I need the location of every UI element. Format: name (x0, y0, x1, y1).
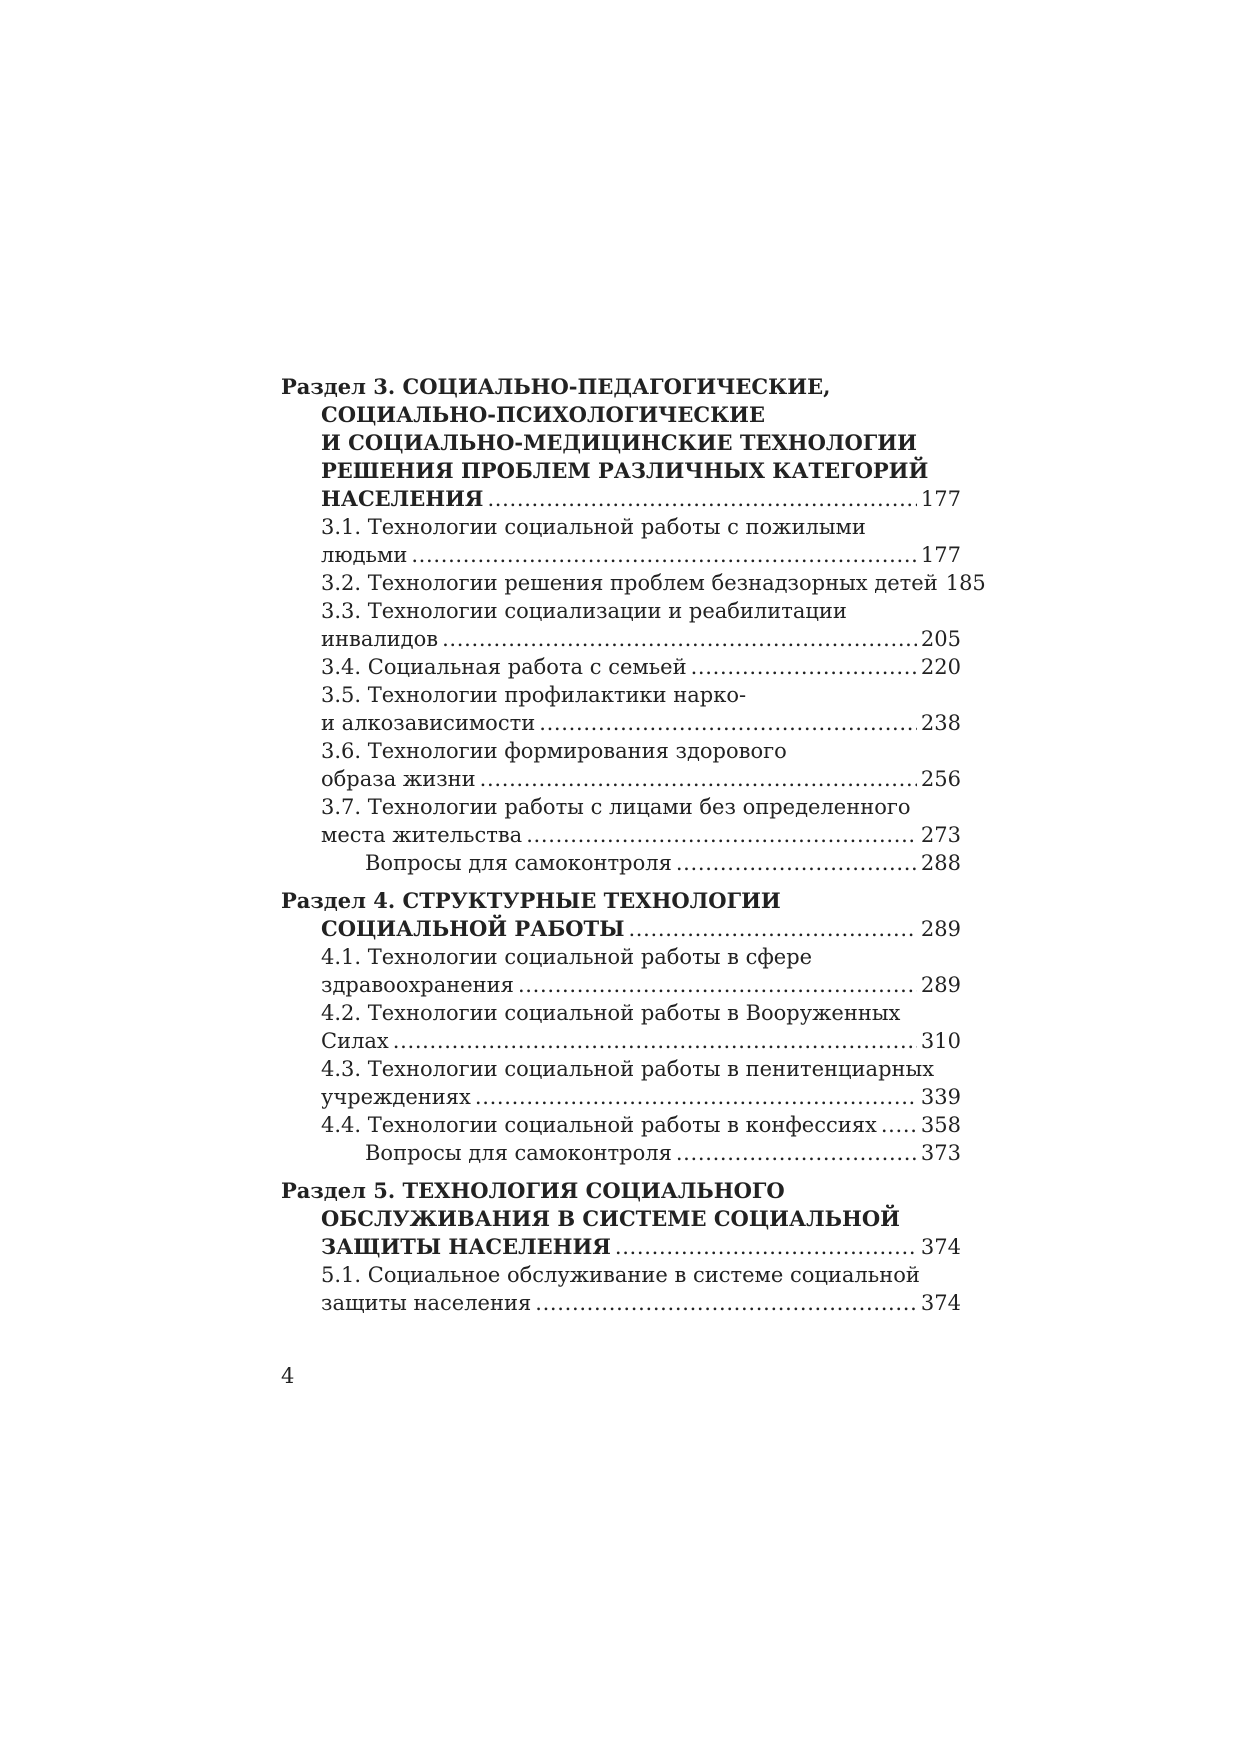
section-prefix: Раздел 4. (281, 888, 396, 913)
section-title-line: ТЕХНОЛОГИЯ СОЦИАЛЬНОГО (402, 1178, 785, 1203)
toc-entry-text: образа жизни (321, 767, 476, 791)
section-heading-line (281, 1205, 961, 1233)
section-heading-line (281, 429, 961, 457)
section-title-line: И СОЦИАЛЬНО-МЕДИЦИНСКИЕ ТЕХНОЛОГИИ (321, 430, 917, 455)
section-heading-line (281, 401, 961, 429)
page-ref: 185 (945, 571, 986, 595)
section-heading-line (281, 915, 961, 943)
toc-entry-line (281, 971, 961, 999)
toc-entry-line (281, 999, 961, 1027)
leader-dots (676, 1139, 917, 1167)
page-ref: 374 (920, 1235, 961, 1259)
toc-section-3 (281, 373, 986, 877)
toc-entry-text: 3.3. Технологии социализации и реабилитации (321, 599, 847, 623)
questions-label: Вопросы для самоконтроля (365, 1141, 672, 1165)
toc-entry-text: и алкозависимости (321, 711, 536, 735)
page-ref: 310 (920, 1029, 961, 1053)
toc-entry-text: людьми (321, 543, 408, 567)
page-ref: 289 (920, 973, 961, 997)
leader-dots (393, 1027, 917, 1055)
leader-dots (691, 653, 917, 681)
page-ref: 339 (920, 1085, 961, 1109)
leader-dots (475, 1083, 917, 1111)
section-title-line: СОЦИАЛЬНО-ПСИХОЛОГИЧЕСКИЕ (321, 402, 766, 427)
leader-dots (518, 971, 917, 999)
toc-entry-text: 4.2. Технологии социальной работы в Вооруженных (321, 1001, 901, 1025)
toc-entry-text: места жительства (321, 823, 523, 847)
section-title-line: СТРУКТУРНЫЕ ТЕХНОЛОГИИ (402, 888, 781, 913)
section-heading-line (281, 1177, 961, 1205)
section-title-line: ЗАЩИТЫ НАСЕЛЕНИЯ (321, 1234, 611, 1259)
page-ref: 177 (920, 543, 961, 567)
page-ref: 256 (920, 767, 961, 791)
toc-entry-text: здравоохранения (321, 973, 514, 997)
toc-entry-line (281, 821, 961, 849)
section-title-line: НАСЕЛЕНИЯ (321, 486, 484, 511)
section-prefix: Раздел 3. (281, 374, 396, 399)
toc-entry-text: 3.5. Технологии профилактики нарко- (321, 683, 747, 707)
toc-entry-line (281, 765, 961, 793)
page-ref: 288 (920, 851, 961, 875)
table-of-contents (281, 373, 986, 1317)
questions-line (281, 1139, 961, 1167)
toc-entry-text: 3.6. Технологии формирования здорового (321, 739, 787, 763)
toc-entry-text: 3.1. Технологии социальной работы с пожилыми (321, 515, 866, 539)
toc-entry-line (281, 569, 986, 597)
page-ref: 358 (920, 1113, 961, 1137)
toc-entry-text: 4.1. Технологии социальной работы в сфере (321, 945, 813, 969)
toc-entry-line (281, 1027, 961, 1055)
toc-entry-text: 3.2. Технологии решения проблем безнадзорных детей (321, 571, 938, 595)
toc-entry-text: 4.4. Технологии социальной работы в конфессиях (321, 1113, 877, 1137)
toc-entry-text: 3.7. Технологии работы с лицами без определенного (321, 795, 911, 819)
toc-entry-line (281, 1083, 961, 1111)
toc-entry-text: учреждениях (321, 1085, 471, 1109)
section-heading-line (281, 373, 961, 401)
leader-dots (628, 915, 916, 943)
leader-dots (676, 849, 917, 877)
toc-entry-text: защиты населения (321, 1291, 532, 1315)
questions-label: Вопросы для самоконтроля (365, 851, 672, 875)
leader-dots (539, 709, 917, 737)
page-ref: 289 (920, 917, 961, 941)
leader-dots (480, 765, 917, 793)
page-ref: 238 (920, 711, 961, 735)
toc-entry-line (281, 541, 961, 569)
page-ref: 373 (920, 1141, 961, 1165)
toc-entry-line (281, 943, 961, 971)
toc-section-4 (281, 887, 961, 1167)
leader-dots (881, 1111, 917, 1139)
toc-entry-line (281, 513, 961, 541)
section-title-line: РЕШЕНИЯ ПРОБЛЕМ РАЗЛИЧНЫХ КАТЕГОРИЙ (321, 458, 929, 483)
section-heading-line (281, 457, 961, 485)
toc-entry-text: 5.1. Социальное обслуживание в системе социальной (321, 1263, 920, 1287)
toc-entry-line (281, 1261, 961, 1289)
section-prefix: Раздел 5. (281, 1178, 396, 1203)
section-title-line: СОЦИАЛЬНОЙ РАБОТЫ (321, 916, 625, 941)
section-title-line: СОЦИАЛЬНО-ПЕДАГОГИЧЕСКИЕ, (402, 374, 831, 399)
section-heading-line (281, 1233, 961, 1261)
leader-dots (535, 1289, 917, 1317)
leader-dots (442, 625, 917, 653)
section-heading-line (281, 485, 961, 513)
toc-entry-line (281, 1055, 961, 1083)
questions-line (281, 849, 961, 877)
leader-dots (615, 1233, 917, 1261)
toc-entry-line (281, 709, 961, 737)
page-ref: 273 (920, 823, 961, 847)
page-ref: 374 (920, 1291, 961, 1315)
toc-entry-line (281, 1111, 961, 1139)
toc-entry-text: инвалидов (321, 627, 439, 651)
toc-entry-text: 4.3. Технологии социальной работы в пенитенциарных (321, 1057, 935, 1081)
toc-entry-line (281, 597, 961, 625)
toc-entry-text: Силах (321, 1029, 389, 1053)
section-heading-line (281, 887, 961, 915)
toc-entry-line (281, 793, 961, 821)
toc-section-5 (281, 1177, 961, 1317)
toc-entry-line (281, 653, 961, 681)
page-number: 4 (281, 1364, 295, 1388)
toc-entry-line (281, 625, 961, 653)
page-ref: 205 (920, 627, 961, 651)
leader-dots (487, 485, 916, 513)
toc-entry-text: 3.4. Социальная работа с семьей (321, 655, 687, 679)
toc-entry-line (281, 1289, 961, 1317)
section-title-line: ОБСЛУЖИВАНИЯ В СИСТЕМЕ СОЦИАЛЬНОЙ (321, 1206, 900, 1231)
page-ref: 220 (920, 655, 961, 679)
toc-entry-line (281, 737, 961, 765)
page-ref: 177 (920, 487, 961, 511)
leader-dots (526, 821, 917, 849)
leader-dots (411, 541, 917, 569)
toc-entry-line (281, 681, 961, 709)
